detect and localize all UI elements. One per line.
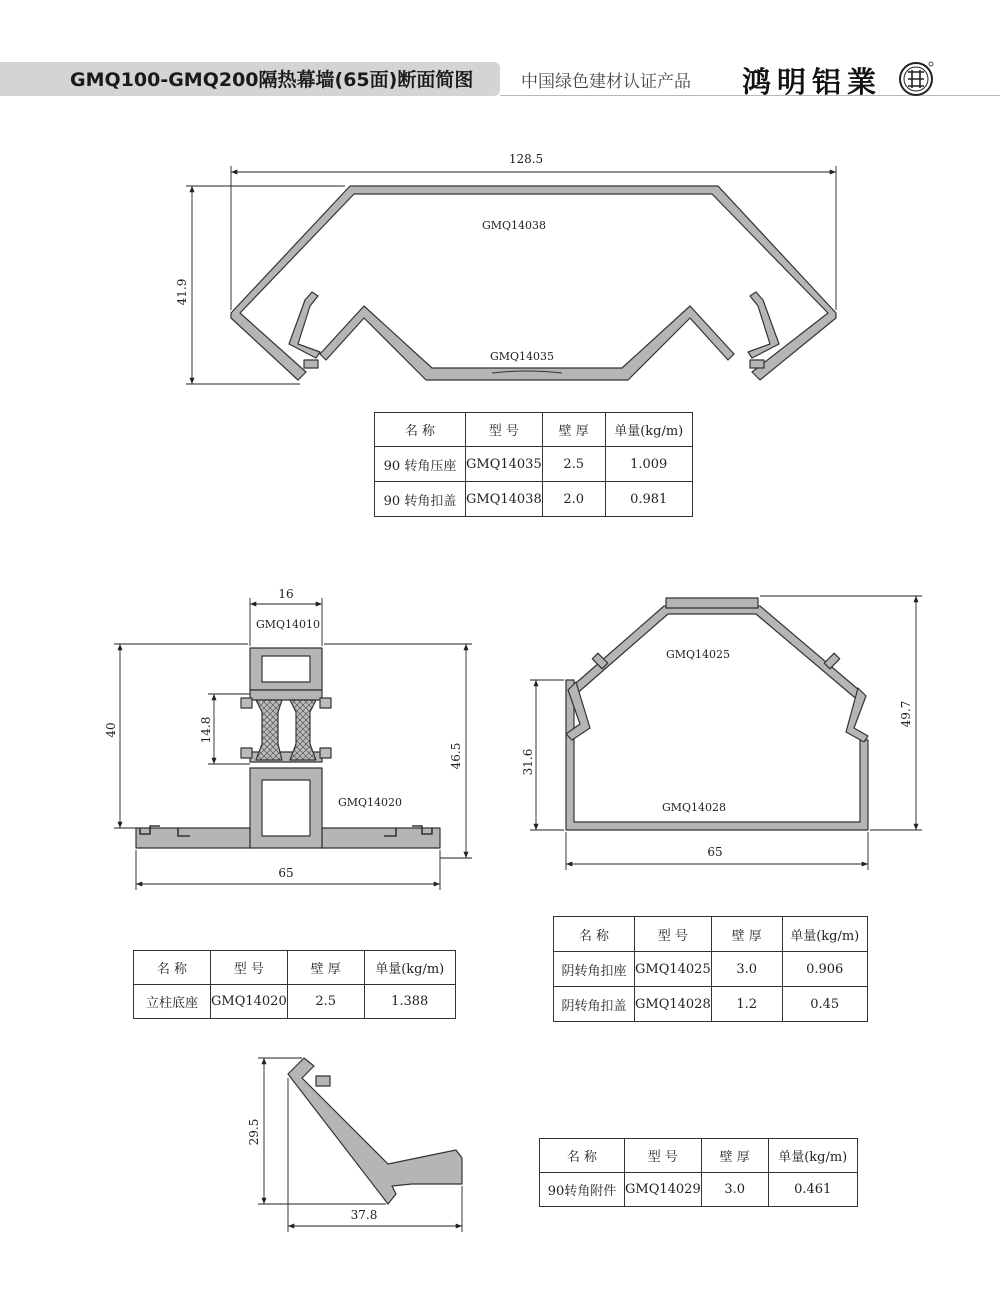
table-cell: 3.0	[701, 1173, 768, 1207]
table-header: 壁 厚	[287, 951, 364, 985]
table-cell: 90转角附件	[540, 1173, 625, 1207]
table-cell: 1.2	[711, 987, 782, 1022]
fig2-label-base: GMQ14020	[337, 796, 403, 809]
table-header: 型 号	[211, 951, 288, 985]
table-cell: 0.981	[605, 482, 692, 517]
table-header: 型 号	[466, 413, 543, 447]
table-header: 名 称	[375, 413, 466, 447]
table-cell: 0.906	[782, 952, 867, 987]
fig3-drawing	[566, 598, 868, 830]
fig2-mullion-cavity	[262, 780, 310, 836]
table-header: 型 号	[635, 917, 712, 952]
fig2-gasket-2	[241, 748, 252, 758]
table-cell: 1.009	[605, 447, 692, 482]
fig4-dim-left: 29.5	[247, 1118, 261, 1146]
fig3-dim-bottom: 65	[707, 845, 723, 859]
table-cell: 2.5	[287, 985, 364, 1019]
table-cell: GMQ14029	[625, 1173, 702, 1207]
fig2-right-thermal-strip	[290, 700, 316, 760]
fig4-drawing	[288, 1058, 462, 1204]
fig2-gasket-3	[320, 698, 331, 708]
fig2-dim-gap: 14.8	[199, 716, 213, 744]
fig2-dim-bottom: 65	[278, 866, 294, 880]
fig4-dim-bottom: 37.8	[350, 1208, 378, 1222]
brand-name: 鸿明铝業	[742, 65, 883, 99]
fig1-right-foot	[750, 360, 764, 368]
fig2-dim-left: 40	[104, 722, 118, 738]
fig2-top-cavity	[262, 656, 310, 682]
table-cell: GMQ14028	[635, 987, 712, 1022]
table-header: 壁 厚	[542, 413, 605, 447]
fig1-spec-table	[374, 412, 693, 517]
table-cell: GMQ14020	[211, 985, 288, 1019]
fig1-left-foot	[304, 360, 318, 368]
table-cell: 阴转角扣座	[554, 952, 635, 987]
table-cell: 1.388	[364, 985, 455, 1019]
table-header: 壁 厚	[701, 1139, 768, 1173]
fig3-right-leg	[846, 688, 868, 742]
table-header: 单量(kg/m)	[364, 951, 455, 985]
table-header: 单量(kg/m)	[605, 413, 692, 447]
fig1-dim-width: 128.5	[508, 152, 544, 166]
fig1-base-profile	[320, 306, 734, 380]
fig1-left-clip	[289, 292, 320, 358]
table-header: 单量(kg/m)	[768, 1139, 857, 1173]
table-cell: 立柱底座	[134, 985, 211, 1019]
fig2-dim-right: 46.5	[449, 742, 463, 770]
table-cell: GMQ14025	[635, 952, 712, 987]
fig3-dim-right: 49.7	[899, 700, 913, 728]
fig1-right-clip	[748, 292, 779, 358]
fig4-spec-table	[539, 1138, 858, 1207]
fig2-label-top: GMQ14010	[255, 618, 321, 631]
fig2-gasket-4	[320, 748, 331, 758]
table-cell: 2.0	[542, 482, 605, 517]
fig2-gasket-1	[241, 698, 252, 708]
fig3-label-base: GMQ14028	[661, 801, 727, 814]
fig2-upper-lug	[250, 690, 322, 700]
table-cell: 0.45	[782, 987, 867, 1022]
fig3-spec-table	[553, 916, 868, 1022]
table-header: 单量(kg/m)	[782, 917, 867, 952]
fig1-label-cover: GMQ14038	[481, 219, 547, 232]
certification-text: 中国绿色建材认证产品	[521, 72, 691, 92]
table-cell: GMQ14035	[466, 447, 543, 482]
table-header: 型 号	[625, 1139, 702, 1173]
table-cell: 2.5	[542, 447, 605, 482]
fig2-drawing	[136, 648, 440, 848]
table-cell: GMQ14038	[466, 482, 543, 517]
fig3-dim-left: 31.6	[521, 748, 535, 776]
fig2-spec-table	[133, 950, 456, 1019]
table-cell: 0.461	[768, 1173, 857, 1207]
fig3-top-lip	[666, 598, 758, 608]
table-cell: 90 转角压座	[375, 447, 466, 482]
table-header: 壁 厚	[711, 917, 782, 952]
fig1-dim-height: 41.9	[175, 278, 189, 306]
table-header: 名 称	[134, 951, 211, 985]
fig2-left-thermal-strip	[256, 700, 282, 760]
fig2-dim-top: 16	[278, 587, 294, 601]
table-header: 名 称	[554, 917, 635, 952]
fig1-label-base: GMQ14035	[489, 350, 555, 363]
page-title: GMQ100-GMQ200隔热幕墙(65面)断面简图	[70, 69, 474, 91]
table-cell: 阴转角扣盖	[554, 987, 635, 1022]
fig4-profile	[288, 1058, 462, 1204]
fig4-notch	[316, 1076, 330, 1086]
table-cell: 90 转角扣盖	[375, 482, 466, 517]
table-cell: 3.0	[711, 952, 782, 987]
table-header: 名 称	[540, 1139, 625, 1173]
fig3-label-top: GMQ14025	[665, 648, 731, 661]
